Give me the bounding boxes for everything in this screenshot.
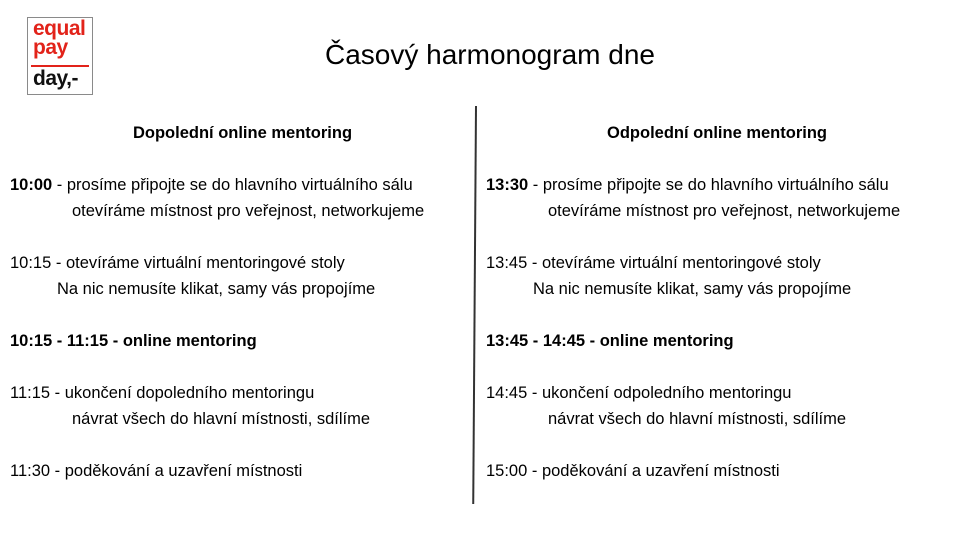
afternoon-schedule — [486, 120, 956, 510]
schedule-block — [10, 328, 475, 354]
mentoring-slot: 10:15 - 11:15 - online mentoring — [10, 332, 257, 350]
schedule-block — [10, 250, 475, 302]
schedule-text: - prosíme připojte se do hlavního virtuálního sálu — [52, 176, 413, 194]
schedule-line: 10:15 - otevíráme virtuální mentoringové stoly — [10, 254, 345, 272]
schedule-line: 13:45 - otevíráme virtuální mentoringové stoly — [486, 254, 821, 272]
schedule-subline: otevíráme místnost pro veřejnost, networkujeme — [72, 202, 425, 220]
schedule-line: 15:00 - poděkování a uzavření místnosti — [486, 462, 780, 480]
mentoring-slot: 13:45 - 14:45 - online mentoring — [486, 332, 734, 350]
schedule-block — [10, 458, 475, 484]
schedule-line — [486, 172, 956, 198]
afternoon-heading: Odpolední online mentoring — [607, 124, 827, 142]
schedule-subline: Na nic nemusíte klikat, samy vás propojíme — [533, 280, 852, 298]
time-label: 13:30 — [486, 176, 529, 194]
logo-line-pay: pay — [33, 36, 68, 59]
schedule-block — [10, 380, 475, 432]
morning-schedule — [10, 120, 475, 510]
logo-line-day: day,- — [33, 67, 78, 90]
schedule-block — [486, 328, 956, 354]
time-label: 10:00 — [10, 176, 53, 194]
page-title: Časový harmonogram dne — [325, 39, 655, 70]
morning-heading: Dopolední online mentoring — [132, 124, 353, 142]
schedule-subline: otevíráme místnost pro veřejnost, networkujeme — [548, 202, 901, 220]
schedule-line: 11:15 - ukončení dopoledního mentoringu — [10, 384, 315, 402]
schedule-line — [10, 172, 475, 198]
schedule-subline: návrat všech do hlavní místnosti, sdílíme — [72, 410, 371, 428]
schedule-subline: Na nic nemusíte klikat, samy vás propojíme — [57, 280, 376, 298]
schedule-block — [486, 380, 956, 432]
schedule-block — [486, 458, 956, 484]
schedule-line: 14:45 - ukončení odpoledního mentoringu — [486, 384, 792, 402]
schedule-block — [486, 172, 956, 224]
schedule-line: 11:30 - poděkování a uzavření místnosti — [10, 462, 303, 480]
schedule-block — [10, 172, 475, 224]
schedule-text: - prosíme připojte se do hlavního virtuálního sálu — [528, 176, 889, 194]
schedule-subline: návrat všech do hlavní místnosti, sdílíme — [548, 410, 847, 428]
schedule-block — [486, 250, 956, 302]
logo-line-equal: equal — [33, 17, 86, 40]
